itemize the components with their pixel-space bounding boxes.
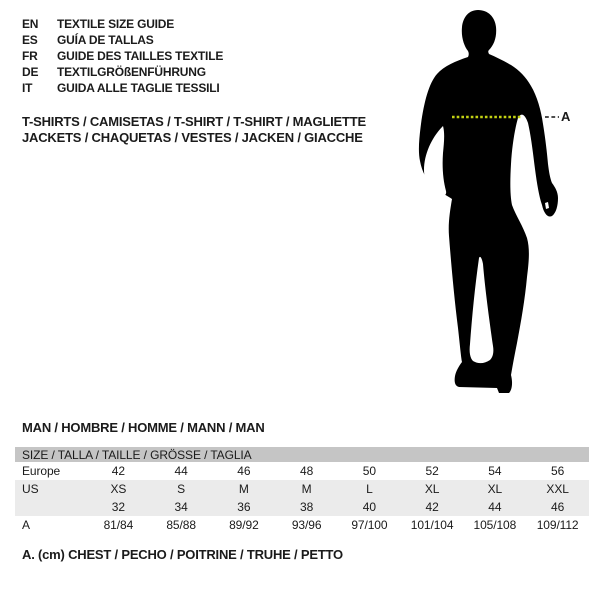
table-cell: 42 bbox=[401, 498, 464, 516]
language-row bbox=[22, 32, 223, 48]
table-cell: 85/88 bbox=[166, 518, 196, 532]
language-row bbox=[22, 48, 223, 64]
table-cell: 52 bbox=[425, 464, 439, 478]
table-cell: M bbox=[275, 480, 338, 498]
language-row bbox=[22, 16, 223, 32]
table-cell: 81/84 bbox=[103, 518, 134, 532]
table-cell: M bbox=[213, 480, 276, 498]
size-table-header-row bbox=[15, 447, 589, 462]
language-code: IT bbox=[22, 81, 33, 95]
table-cell: 89/92 bbox=[229, 518, 259, 532]
row-label: US bbox=[15, 480, 87, 498]
table-cell: 38 bbox=[275, 498, 338, 516]
table-row-us bbox=[15, 480, 589, 498]
row-label bbox=[15, 498, 87, 516]
table-cell: 50 bbox=[362, 464, 376, 478]
table-cell: 40 bbox=[338, 498, 401, 516]
table-cell: 46 bbox=[526, 498, 589, 516]
section-title-man: MAN / HOMBRE / HOMME / MANN / MAN bbox=[22, 420, 265, 435]
table-cell: S bbox=[150, 480, 213, 498]
table-row-europe bbox=[15, 462, 589, 480]
man-figure bbox=[418, 6, 563, 394]
table-cell: XS bbox=[87, 480, 150, 498]
language-list bbox=[22, 16, 223, 96]
size-table-header: SIZE / TALLA / TAILLE / GRÖSSE / TAGLIA bbox=[15, 447, 589, 462]
category-line-jackets: JACKETS / CHAQUETAS / VESTES / JACKEN / GIACCHE bbox=[22, 129, 363, 145]
table-cell: 97/100 bbox=[351, 518, 388, 532]
table-cell: 105/108 bbox=[473, 518, 517, 532]
table-cell: 46 bbox=[237, 464, 251, 478]
row-label: Europe bbox=[22, 464, 61, 478]
table-cell: 56 bbox=[551, 464, 565, 478]
table-cell: 36 bbox=[213, 498, 276, 516]
table-cell: 32 bbox=[87, 498, 150, 516]
language-label: GUÍA DE TALLAS bbox=[57, 33, 154, 47]
table-cell: 34 bbox=[150, 498, 213, 516]
table-cell: XXL bbox=[526, 480, 589, 498]
table-cell: 44 bbox=[464, 498, 527, 516]
table-row-chest bbox=[15, 516, 589, 534]
category-line-tshirts: T-SHIRTS / CAMISETAS / T-SHIRT / T-SHIRT / MAGLIETTE bbox=[22, 114, 366, 129]
size-table bbox=[15, 447, 589, 534]
table-cell: 54 bbox=[488, 464, 502, 478]
language-code: FR bbox=[22, 49, 38, 63]
language-label: GUIDE DES TAILLES TEXTILE bbox=[57, 49, 224, 63]
table-cell: L bbox=[338, 480, 401, 498]
measurement-a-label: A bbox=[561, 109, 571, 124]
table-cell: 42 bbox=[111, 464, 125, 478]
category-list bbox=[22, 114, 366, 145]
language-label: GUIDA ALLE TAGLIE TESSILI bbox=[57, 81, 220, 95]
man-silhouette bbox=[418, 6, 563, 394]
table-cell: 101/104 bbox=[410, 518, 454, 532]
table-cell: 44 bbox=[174, 464, 188, 478]
language-code: ES bbox=[22, 33, 38, 47]
table-cell: 48 bbox=[300, 464, 314, 478]
table-row-us-numeric bbox=[15, 498, 589, 516]
table-cell: 109/112 bbox=[536, 518, 579, 532]
table-cell: XL bbox=[401, 480, 464, 498]
language-code: EN bbox=[22, 17, 39, 31]
language-code: DE bbox=[22, 65, 39, 79]
table-cell: 93/96 bbox=[291, 518, 322, 532]
language-row bbox=[22, 64, 223, 80]
measurement-footnote: A. (cm) CHEST / PECHO / POITRINE / TRUHE / PETTO bbox=[22, 547, 343, 562]
language-label: TEXTILGRÖßENFÜHRUNG bbox=[57, 65, 206, 79]
table-cell: XL bbox=[464, 480, 527, 498]
row-label: A bbox=[22, 518, 30, 532]
language-label: TEXTILE SIZE GUIDE bbox=[57, 17, 175, 31]
language-row bbox=[22, 80, 223, 96]
